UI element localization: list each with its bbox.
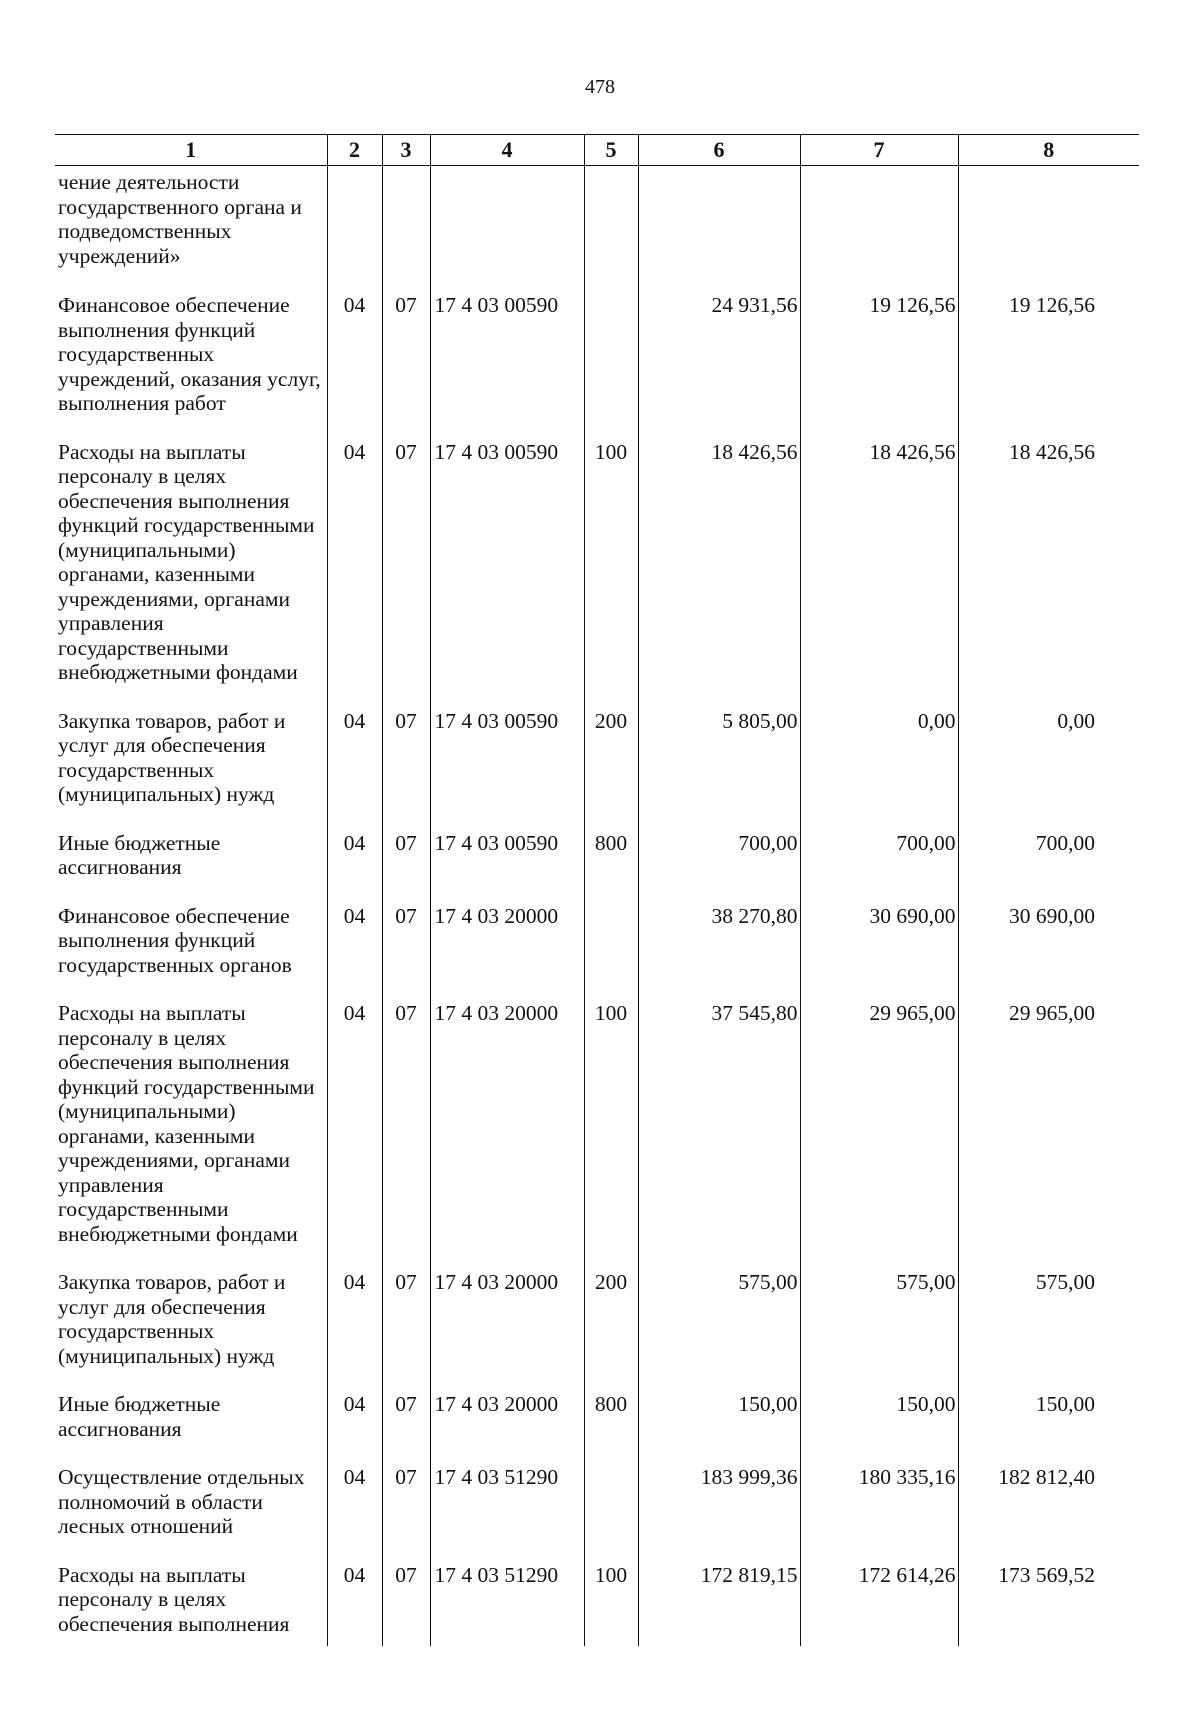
row-amount-6: 37 545,80	[638, 991, 800, 1260]
row-subsection: 07	[382, 894, 430, 992]
row-amount-8: 700,00	[958, 821, 1139, 894]
row-subsection: 07	[382, 991, 430, 1260]
table-row-continued	[55, 166, 1139, 284]
row-section: 04	[327, 283, 382, 430]
header-col-7: 7	[800, 135, 958, 166]
row-expense-type: 200	[584, 699, 638, 821]
table-row	[55, 1382, 1139, 1455]
row-amount-6: 150,00	[638, 1382, 800, 1455]
row-target-code: 17 4 03 00590	[430, 699, 584, 821]
row-amount-8: 0,00	[958, 699, 1139, 821]
header-col-8: 8	[958, 135, 1139, 166]
row-amount-6: 575,00	[638, 1260, 800, 1382]
row-section: 04	[327, 1455, 382, 1553]
row-amount-7: 0,00	[800, 699, 958, 821]
header-col-4: 4	[430, 135, 584, 166]
row-amount-8: 182 812,40	[958, 1455, 1139, 1553]
row-section: 04	[327, 894, 382, 992]
row-subsection: 07	[382, 283, 430, 430]
row-expense-type	[584, 1455, 638, 1553]
row-target-code: 17 4 03 00590	[430, 283, 584, 430]
row-expense-type: 800	[584, 1382, 638, 1455]
row-name: Осуществление отдельных полномочий в области лесных отношений	[58, 1465, 305, 1538]
table-row	[55, 1260, 1139, 1382]
row-amount-7: 19 126,56	[800, 283, 958, 430]
row-subsection: 07	[382, 821, 430, 894]
row-amount-7: 18 426,56	[800, 430, 958, 699]
row-amount-8: 18 426,56	[958, 430, 1139, 699]
row-amount-8: 19 126,56	[958, 283, 1139, 430]
row-expense-type: 200	[584, 1260, 638, 1382]
row-name: Иные бюджетные ассигнования	[58, 830, 221, 879]
table-row	[55, 1455, 1139, 1553]
row-name: Расходы на выплаты персоналу в целях обеспечения выполнения функций государственными (муниципальными) органами, казенными учреждениями, органами управления государственными внебюджетными фондами	[58, 439, 315, 684]
row-target-code: 17 4 03 20000	[430, 991, 584, 1260]
row-amount-7: 172 614,26	[800, 1553, 958, 1647]
row-name: Финансовое обеспечение выполнения функций государственных органов	[58, 903, 292, 977]
row-amount-6: 18 426,56	[638, 430, 800, 699]
row-name: Финансовое обеспечение выполнения функций государственных учреждений, оказания услуг, выполнения работ	[58, 293, 321, 415]
row-amount-8: 575,00	[958, 1260, 1139, 1382]
row-section: 04	[327, 1553, 382, 1647]
header-col-5: 5	[584, 135, 638, 166]
header-col-1: 1	[55, 135, 327, 166]
row-amount-8: 173 569,52	[958, 1553, 1139, 1647]
row-section: 04	[327, 430, 382, 699]
row-target-code: 17 4 03 20000	[430, 1382, 584, 1455]
row-name: Закупка товаров, работ и услуг для обеспечения государственных (муниципальных) нужд	[58, 708, 286, 806]
row-subsection: 07	[382, 1260, 430, 1382]
row-target-code: 17 4 03 00590	[430, 821, 584, 894]
row-amount-6: 5 805,00	[638, 699, 800, 821]
row-target-code: 17 4 03 51290	[430, 1553, 584, 1647]
row-name: Расходы на выплаты персоналу в целях обеспечения выполнения	[58, 1562, 290, 1636]
row-amount-6: 183 999,36	[638, 1455, 800, 1553]
row-amount-7: 575,00	[800, 1260, 958, 1382]
row-amount-6: 700,00	[638, 821, 800, 894]
row-expense-type: 100	[584, 1553, 638, 1647]
table-row	[55, 699, 1139, 821]
row-amount-7: 700,00	[800, 821, 958, 894]
row-amount-6: 24 931,56	[638, 283, 800, 430]
row-section: 04	[327, 821, 382, 894]
row-expense-type	[584, 894, 638, 992]
row-target-code: 17 4 03 51290	[430, 1455, 584, 1553]
table-row	[55, 283, 1139, 430]
row-subsection: 07	[382, 1382, 430, 1455]
page-number: 478	[585, 76, 615, 98]
row-amount-6: 172 819,15	[638, 1553, 800, 1647]
row-section: 04	[327, 1382, 382, 1455]
row-subsection: 07	[382, 430, 430, 699]
header-row	[55, 135, 1139, 166]
row-name: Закупка товаров, работ и услуг для обеспечения государственных (муниципальных) нужд	[58, 1270, 286, 1368]
table-row	[55, 821, 1139, 894]
row-target-code: 17 4 03 20000	[430, 1260, 584, 1382]
table-row	[55, 991, 1139, 1260]
row-subsection: 07	[382, 699, 430, 821]
row-target-code: 17 4 03 20000	[430, 894, 584, 992]
table-row	[55, 430, 1139, 699]
row-expense-type: 100	[584, 991, 638, 1260]
table-row	[55, 894, 1139, 992]
row-amount-6: 38 270,80	[638, 894, 800, 992]
row-amount-8: 150,00	[958, 1382, 1139, 1455]
row-section: 04	[327, 1260, 382, 1382]
budget-table	[55, 134, 1139, 1646]
row-expense-type	[584, 283, 638, 430]
header-col-3: 3	[382, 135, 430, 166]
row-subsection: 07	[382, 1553, 430, 1647]
row-amount-8: 29 965,00	[958, 991, 1139, 1260]
header-col-2: 2	[327, 135, 382, 166]
header-col-6: 6	[638, 135, 800, 166]
row-name: Иные бюджетные ассигнования	[58, 1392, 221, 1441]
row-name: Расходы на выплаты персоналу в целях обеспечения выполнения функций государственными (муниципальными) органами, казенными учреждениями, органами управления государственными внебюджетными фондами	[58, 1001, 315, 1246]
row-amount-7: 29 965,00	[800, 991, 958, 1260]
row-section: 04	[327, 991, 382, 1260]
row-section: 04	[327, 699, 382, 821]
row-amount-7: 180 335,16	[800, 1455, 958, 1553]
row-expense-type: 100	[584, 430, 638, 699]
row-subsection: 07	[382, 1455, 430, 1553]
row-expense-type: 800	[584, 821, 638, 894]
row-amount-7: 150,00	[800, 1382, 958, 1455]
row-target-code: 17 4 03 00590	[430, 430, 584, 699]
continued-name-cell: чение деятельности государственного органа и подведомственных учреждений»	[58, 170, 302, 268]
table-row	[55, 1553, 1139, 1647]
row-amount-8: 30 690,00	[958, 894, 1139, 992]
row-amount-7: 30 690,00	[800, 894, 958, 992]
